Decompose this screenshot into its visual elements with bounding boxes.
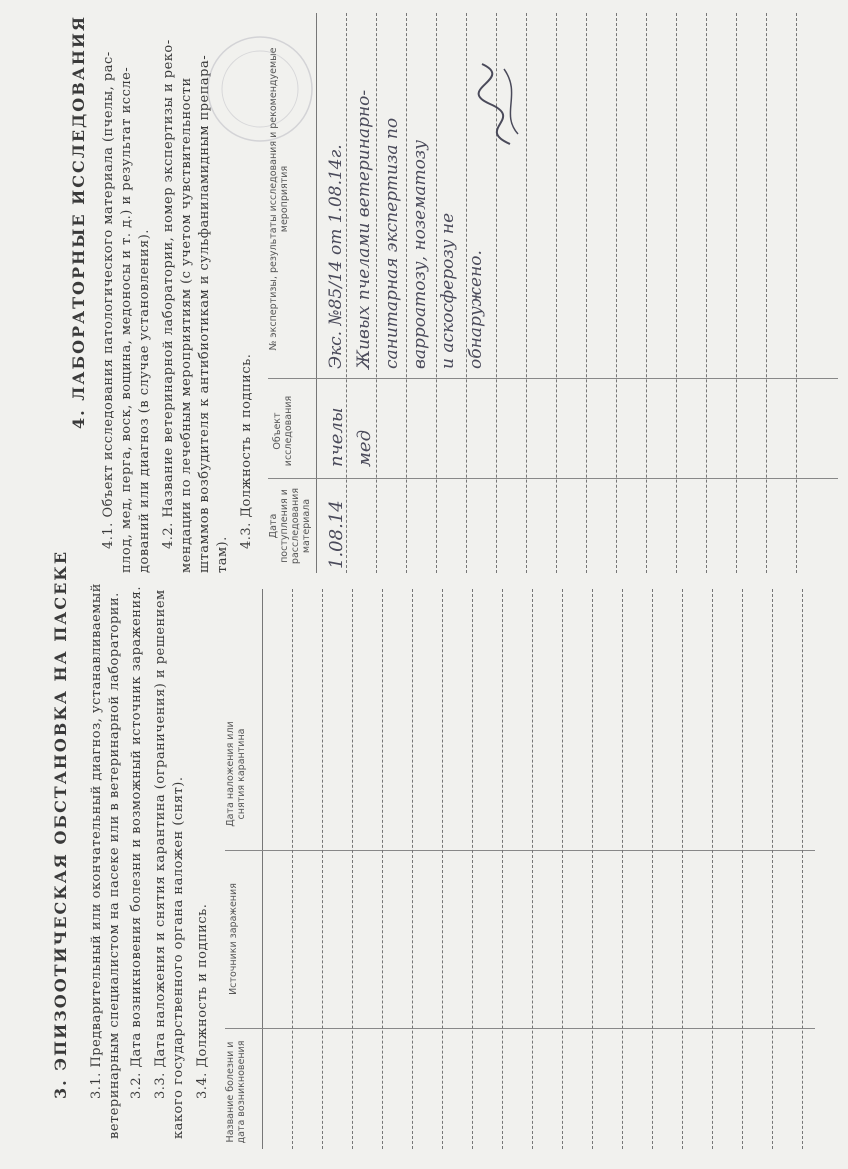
table-3-row-line bbox=[412, 589, 413, 1149]
paragraph-4-1-line-2: плод, мед, перга, воск, вощина, медоносы и т. д.) и результат иссле- bbox=[119, 66, 134, 573]
table-3-divider-2 bbox=[225, 850, 815, 851]
table-3-row-line bbox=[502, 589, 503, 1149]
table-3-row-line bbox=[472, 589, 473, 1149]
column-header-quarantine: Дата наложения или снятия карантина bbox=[225, 721, 247, 827]
paragraph-4-3: 4.3. Должность и подпись. bbox=[239, 353, 254, 549]
table-3-row-line bbox=[382, 589, 383, 1149]
section-4-title: 4. ЛАБОРАТОРНЫЕ ИССЛЕДОВАНИЯ bbox=[69, 14, 88, 429]
paragraph-4-2-line-3: штаммов возбудителя к антибиотикам и сульфаниламидным препара- bbox=[197, 54, 212, 573]
signature-icon bbox=[470, 59, 530, 149]
table-3-row-line bbox=[622, 589, 623, 1149]
handwritten-object-1: пчелы bbox=[326, 407, 347, 467]
paragraph-4-1-line-1: 4.1. Объект исследования патологического материала (пчелы, рас- bbox=[101, 51, 116, 549]
handwritten-result-1: Экс. №85/14 от 1.08.14г. bbox=[326, 144, 346, 369]
column-header-disease: Название болезни и дата возникновения bbox=[225, 1040, 247, 1144]
table-3-row-line bbox=[322, 589, 323, 1149]
section-3-title: 3. ЭПИЗООТИЧЕСКАЯ ОБСТАНОВКА НА ПАСЕКЕ bbox=[51, 549, 70, 1099]
table-3-row-line bbox=[352, 589, 353, 1149]
handwritten-result-5: и аскосферозу не bbox=[438, 212, 458, 369]
table-3-row-line bbox=[292, 589, 293, 1149]
paragraph-3-1-line-1: 3.1. Предварительный или окончательный диагноз, устанавливаемый bbox=[89, 583, 104, 1099]
table-3-row-line bbox=[712, 589, 713, 1149]
table-3-row-line bbox=[442, 589, 443, 1149]
table-3-row-line bbox=[532, 589, 533, 1149]
table-3-row-line bbox=[742, 589, 743, 1149]
paragraph-3-3-line-2: какого государственного органа наложен (снят). bbox=[171, 776, 186, 1139]
table-3-row-line bbox=[772, 589, 773, 1149]
column-header-result: № экспертизы, результаты исследования и рекомендуемые мероприятия bbox=[268, 47, 290, 351]
table-4-divider-1 bbox=[268, 478, 838, 479]
paragraph-3-2: 3.2. Дата возникновения болезни и возможный источник заражения. bbox=[129, 586, 144, 1099]
table-3-header-rule bbox=[262, 589, 263, 1149]
handwritten-result-6: обнаружено. bbox=[466, 250, 486, 369]
paragraph-3-3-line-1: 3.3. Дата наложения и снятия карантина (ограничения) и решением bbox=[153, 589, 168, 1099]
handwritten-object-2: мед bbox=[354, 430, 375, 467]
table-4-row-line bbox=[376, 13, 377, 573]
table-3-row-line bbox=[562, 589, 563, 1149]
table-4-row-line bbox=[346, 13, 347, 573]
table-4-row-line bbox=[676, 13, 677, 573]
table-4-row-line bbox=[796, 13, 797, 573]
table-4-row-line bbox=[766, 13, 767, 573]
table-4-row-line bbox=[406, 13, 407, 573]
table-3-row-line bbox=[592, 589, 593, 1149]
table-3-row-line bbox=[652, 589, 653, 1149]
column-header-object: Объект исследования bbox=[272, 395, 294, 467]
column-header-date: Дата поступления и расследования материала bbox=[268, 487, 312, 565]
faint-stamp-icon bbox=[200, 29, 320, 149]
column-header-source: Источники заражения bbox=[228, 883, 239, 995]
table-4-row-line bbox=[586, 13, 587, 573]
paragraph-4-2-line-2: мендации по лечебным мероприятиям (с учетом чувствительности bbox=[179, 77, 194, 573]
table-4-divider-2 bbox=[268, 378, 838, 379]
table-4-row-line bbox=[616, 13, 617, 573]
paragraph-4-1-line-3: дований или диагноз (в случае установления). bbox=[137, 229, 152, 573]
handwritten-result-4: варроатозу, нозематозу bbox=[410, 140, 430, 369]
table-3-row-line bbox=[802, 589, 803, 1149]
paragraph-3-1-line-2: ветеринарным специалистом на пасеке или в ветеринарной лаборатории. bbox=[107, 592, 122, 1139]
handwritten-result-3: санитарная экспертиза по bbox=[382, 117, 402, 369]
table-4-row-line bbox=[556, 13, 557, 573]
handwritten-date: 1.08.14 bbox=[326, 500, 347, 569]
paragraph-3-4: 3.4. Должность и подпись. bbox=[195, 903, 210, 1099]
table-4-row-line bbox=[436, 13, 437, 573]
handwritten-result-2: Живых пчелами ветеринарно- bbox=[354, 89, 374, 369]
paragraph-4-2-line-4: там). bbox=[215, 536, 230, 573]
table-3-row-line bbox=[682, 589, 683, 1149]
table-4-row-line bbox=[646, 13, 647, 573]
paragraph-4-2-line-1: 4.2. Название ветеринарной лаборатории, номер экспертизы и реко- bbox=[161, 39, 176, 549]
section-4-panel bbox=[0, 0, 848, 579]
table-4-row-line bbox=[706, 13, 707, 573]
table-4-row-line bbox=[736, 13, 737, 573]
table-3-divider-1 bbox=[225, 1028, 815, 1029]
